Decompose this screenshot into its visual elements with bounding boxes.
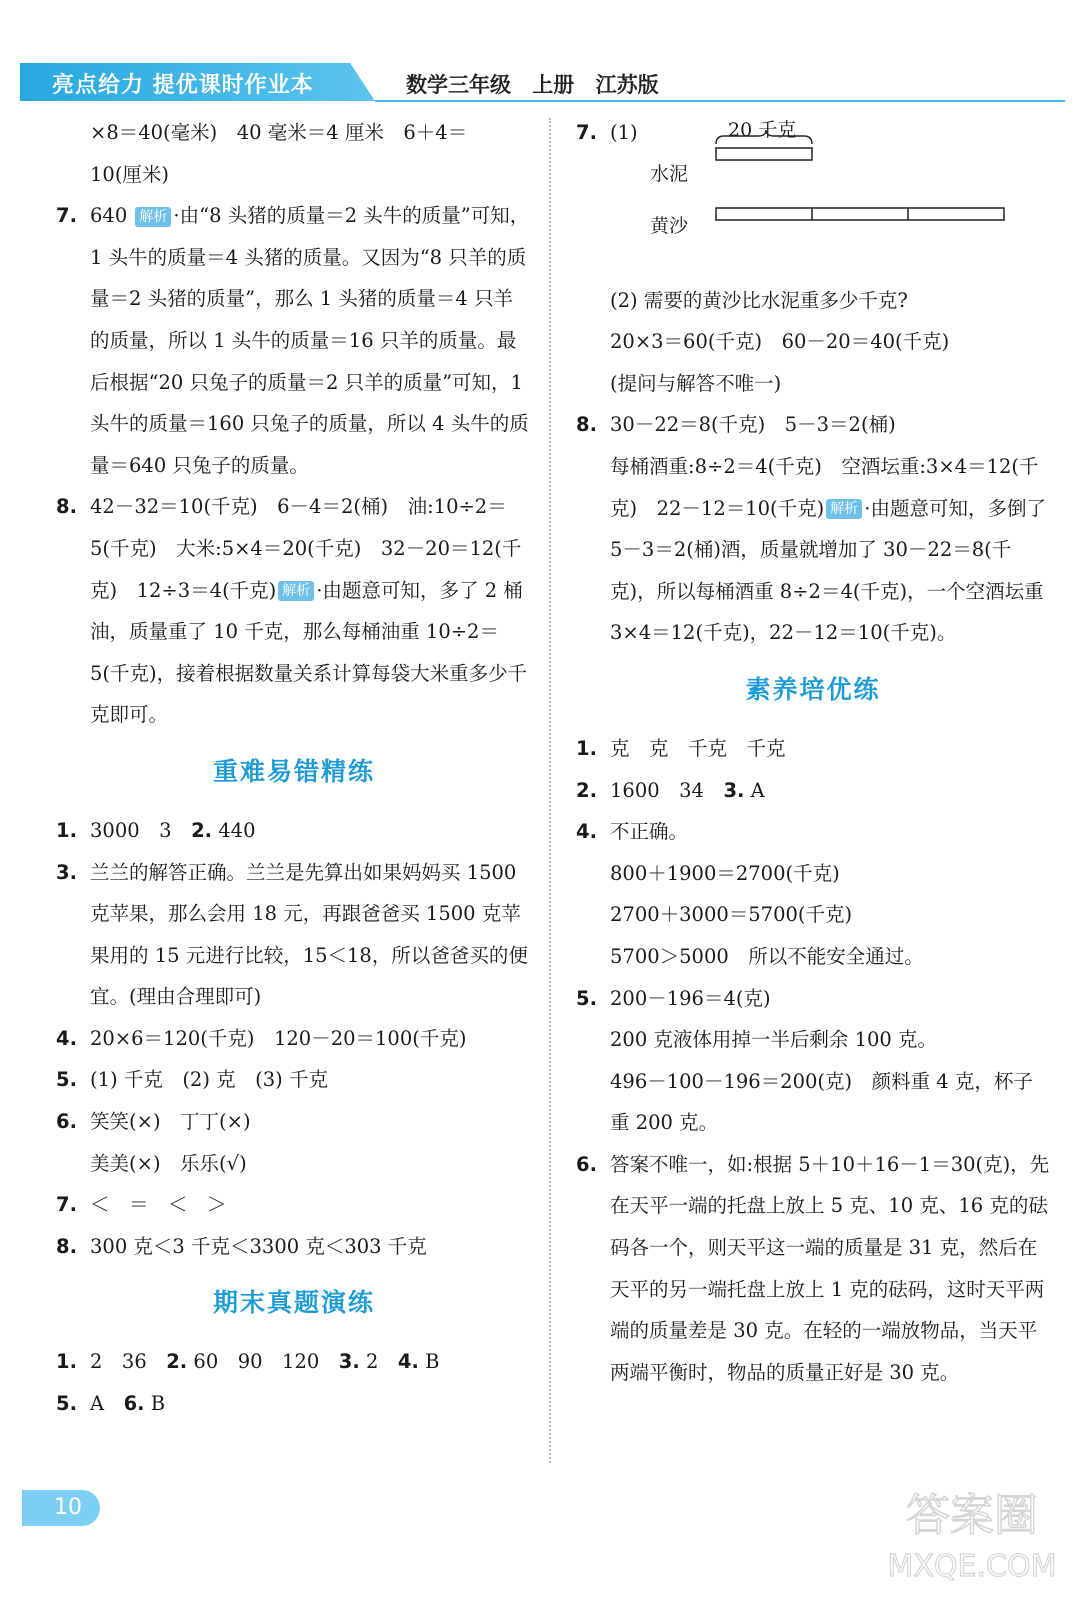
cement-label: 水泥	[650, 162, 689, 185]
left-column	[56, 112, 532, 1425]
answer-note: (提问与解答不唯一)	[610, 371, 782, 395]
answer-item: 4. 不正确。	[576, 820, 689, 844]
watermark-logo	[882, 1478, 1062, 1588]
analysis-tag: 解析	[135, 207, 171, 227]
section-title: 期末真题演练	[212, 1288, 375, 1318]
answer-item: 6. 答案不唯一，如:根据 5＋10＋16－1＝30(克)，先在天平一端的托盘上放上 5 克、10 克、16 克的砝码各一个，则天平这一端的质量是 31 克，然后在天平的另一端托盘上放上 1 克的砝码，这时天平两端的质量差是 30 克。在轻的一端放物品，当天平两端平衡时，物品的质量正好是 30 克。	[576, 1152, 1050, 1384]
answer-item-continued: 美美(×) 乐乐(√)	[90, 1151, 247, 1175]
answer-item: 5. 200－196＝4(克)	[576, 986, 771, 1010]
answer-text: 每桶酒重:8÷2＝4(千克) 空酒坛重:3×4＝12(千克) 22－12＝10(千克) 解析 ·由题意可知，多倒了 5－3＝2(桶)酒，质量就增加了 30－22＝8(千克)，所以每桶酒重 8÷2＝4(千克)，一个空酒坛重 3×4＝12(千克)，22－12＝10(千克)。	[610, 454, 1046, 645]
svg-text:MXQE.COM: MXQE.COM	[887, 1549, 1057, 1584]
answer-item: 7. ＜ ＝ ＜ ＞	[56, 1193, 227, 1217]
svg-text:答案圈: 答案圈	[906, 1490, 1038, 1541]
answer-text: 42－32＝10(千克) 6－4＝2(桶) 油:10÷2＝5(千克) 大米:5×4＝20(千克) 32－20＝12(千克) 12÷3＝4(千克) 解析 ·由题意可知，多了 2 桶油，质量重了 10 千克，那么每桶油重 10÷2＝5(千克)，接着根据数量关系计算每袋大米重多少千克即可。	[90, 495, 528, 727]
sand-label: 黄沙	[650, 214, 689, 237]
continuation-line: ×8＝40(毫米) 40 毫米＝4 厘米 6＋4＝	[90, 121, 468, 144]
answer-line: 1. 2 36 2. 60 90 120 3. 2 4. B	[56, 1350, 440, 1374]
answer-item-7	[56, 195, 532, 486]
answer-item: 4. 20×6＝120(千克) 120－20＝100(千克)	[56, 1026, 467, 1050]
section-title: 重难易错精练	[212, 756, 375, 786]
answer-item: 1. 3000 3 2. 440	[56, 818, 256, 842]
column-divider	[549, 118, 551, 1463]
section-title: 素养培优练	[745, 674, 881, 704]
answer-item-7: 7. (1)	[576, 121, 638, 144]
answer-text: 640 解析 ·由“8 头猪的质量＝2 头牛的质量”可知，1 头牛的质量＝4 头猪的质量。又因为“8 只羊的质量＝2 头猪的质量”，那么 1 头猪的质量＝4 只羊的质量，所以 1 头牛的质量＝16 只羊的质量。最后根据“20 只兔子的质量＝2 只羊的质量”可知，1 头牛的质量＝160 只兔子的质量，所以 4 头牛的质量＝640 只兔子的质量。	[90, 204, 530, 477]
sand-bar	[716, 208, 1004, 220]
item-number: 7.	[56, 204, 77, 228]
analysis-tag: 解析	[278, 581, 314, 601]
brace	[716, 130, 812, 144]
answer-item: 5. (1) 千克 (2) 克 (3) 千克	[56, 1068, 328, 1092]
answer-item: 2. 1600 34 3. A	[576, 778, 765, 802]
header-rule	[375, 100, 1065, 102]
answer-line: 20×3＝60(千克) 60－20＝40(千克)	[610, 330, 950, 354]
item-number: 8.	[56, 495, 77, 519]
series-title: 亮点给力 提优课时作业本	[52, 73, 314, 98]
book-info: 数学三年级 上册 江苏版	[406, 73, 659, 97]
page-number: 10	[22, 1490, 100, 1526]
answer-item: 8. 300 克＜3 千克＜3300 克＜303 千克	[56, 1234, 427, 1258]
answer-item-8	[56, 486, 532, 736]
answer-item: 3. 兰兰的解答正确。兰兰是先算出如果妈妈买 1500 克苹果，那么会用 18 元，再跟爸爸买 1500 克苹果用的 15 元进行比较，15＜18，所以爸爸买的便宜。(理由合理即可)	[56, 860, 528, 1009]
analysis-tag: 解析	[826, 499, 862, 519]
answer-item-8: 8. 30－22＝8(千克) 5－3＝2(桶)	[576, 413, 896, 437]
continuation-line: 10(厘米)	[90, 162, 170, 186]
diagram-graphics	[576, 110, 1050, 240]
answer-line: (2) 需要的黄沙比水泥重多少千克?	[610, 288, 908, 312]
answer-item: 6. 笑笑(×) 丁丁(×)	[56, 1110, 251, 1134]
diagram-total-label: 20 千克	[728, 118, 797, 141]
answer-item: 1. 克 克 千克 千克	[576, 736, 786, 760]
right-column: 7. (1) 20 千克 水泥 黄沙 (2) 需要的黄沙比水泥重多少千克? 20×3＝60(千克) 60－20＝40(千克) (提问与解答不唯一) 8. 30－22＝8(千克) 5－3＝2(桶) 每桶酒重:8÷2＝4(千克) 空酒坛重:3×4＝12(千克) 22－12＝10(千克) 解析 ·由题意可知，多倒了 5－3＝2(桶)酒，质量就增加了 30－22＝8(千克)，所以每桶酒重 8÷2＝4(千克)，一个空酒坛重 3×4＝12(千克)，22－12＝10(千克)。 素养培优练 1. 克 克 千克 千克 2. 1600 34 3. A 4. 不正确。 800＋1900＝2700(千克) 2700＋3000＝5700(千克) 5700＞5000 所以不能安全通过。 5. 200－196＝4(克) 200 克液体用掉一半后剩余 100 克。 496－100－196＝200(克) 颜料重 4 克，杯子重 200 克。 6. 答案不唯一，如:根据 5＋10＋16－1＝30(克)，先在天平一端的托盘上放上 5 克、10 克、16 克的砝码各一个，则天平这一端的质量是 31 克，然后在天平的另一端托盘上放上 1 克的砝码，这时天平两端的质量差是 30 克。在轻的一端放物品，当天平两端平衡时，物品的质量正好是 30 克。	[576, 112, 1050, 1393]
cement-bar	[716, 148, 812, 160]
answer-line: 5. A 6. B	[56, 1392, 166, 1416]
